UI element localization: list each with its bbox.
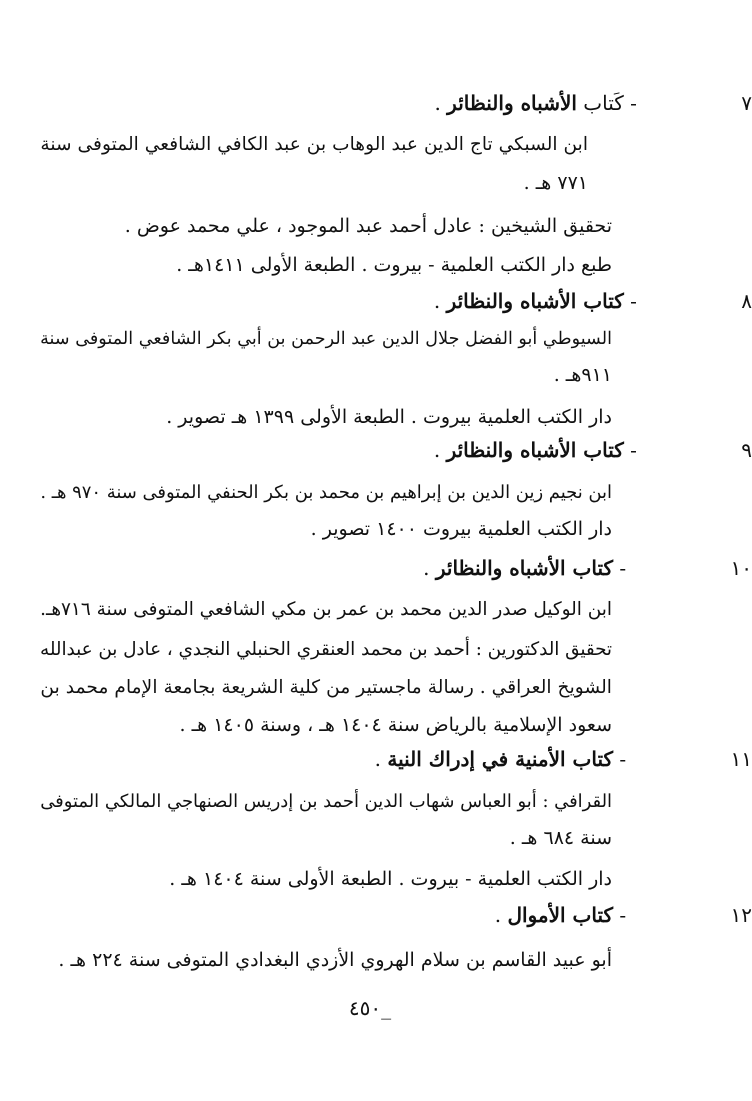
author-line-cont: سنة ٦٨٤ هـ . (509, 827, 612, 849)
author-line-cont: ٩١١هـ . (553, 364, 612, 386)
edition-line: تحقيق الشيخين : عادل أحمد عبد الموجود ، علي محمد عوض . (124, 215, 612, 237)
publisher-line: طبع دار الكتب العلمية - بيروت . الطبعة الأولى ١٤١١هـ . (176, 254, 612, 276)
author-line: أبو عبيد القاسم بن سلام الهروي الأزدي البغدادي المتوفى سنة ٢٢٤ هـ . (58, 949, 612, 971)
entry-number: ٩ - (623, 438, 752, 462)
author-line: السيوطي أبو الفضل جلال الدين عبد الرحمن بن أبي بكر الشافعي المتوفى سنة (40, 329, 612, 349)
entry-number: ٨ - (623, 289, 752, 313)
entry-title-text: كتاب الأشباه والنظائر (446, 438, 624, 462)
entry-title-text: كتاب الأموال (507, 903, 614, 927)
entry-number: ١٢ - (613, 903, 752, 927)
entry-title-text: كتاب الأمنية في إدراك النية (387, 747, 614, 771)
entry-title: ٩ - كتاب الأشباه والنظائر . (433, 438, 752, 462)
publisher-line: دار الكتب العلمية - بيروت . الطبعة الأولى سنة ١٤٠٤ هـ . (169, 868, 612, 890)
entry-number: ١١ - (613, 747, 752, 771)
entry-number: ٧ - (623, 91, 752, 115)
publisher-line: دار الكتب العلمية بيروت . الطبعة الأولى ١٣٩٩ هـ تصوير . (166, 406, 612, 428)
author-line: ابن الوكيل صدر الدين محمد بن عمر بن مكي الشافعي المتوفى سنة ٧١٦هـ. (40, 599, 612, 620)
edition-line-cont: سعود الإسلامية بالرياض سنة ١٤٠٤ هـ ، وسنة ١٤٠٥ هـ . (179, 714, 612, 736)
entry-title-text: الأشباه والنظائر (447, 91, 577, 115)
edition-line: تحقيق الدكتورين : أحمد بن محمد العنقري الحنبلي النجدي ، عادل بن عبدالله (40, 639, 612, 660)
author-line: القرافي : أبو العباس شهاب الدين أحمد بن إدريس الصنهاجي المالكي المتوفى (40, 791, 612, 812)
entry-number: ١٠ - (613, 556, 752, 580)
author-line: ابن نجيم زين الدين بن إبراهيم بن محمد بن بكر الحنفي المتوفى سنة ٩٧٠ هـ . (40, 482, 612, 503)
author-line: ابن السبكي تاج الدين عبد الوهاب بن عبد الكافي الشافعي المتوفى سنة (40, 134, 588, 155)
entry-title: ١١ - كتاب الأمنية في إدراك النية . (374, 747, 752, 771)
page-number: _٤٥٠ (348, 996, 392, 1020)
entry-title: ١٢ - كتاب الأموال . (494, 903, 752, 927)
entry-title: ٧ - كَتاب الأشباه والنظائر . (434, 91, 752, 115)
publisher-line: دار الكتب العلمية بيروت ١٤٠٠ تصوير . (310, 518, 612, 540)
entry-title: ٨ - كتاب الأشباه والنظائر . (433, 289, 752, 313)
entry-title: ١٠ - كتاب الأشباه والنظائر . (423, 556, 752, 580)
entry-title-text: كتاب الأشباه والنظائر (446, 289, 624, 313)
entry-title-text: كتاب الأشباه والنظائر (435, 556, 614, 580)
edition-line-cont: الشويخ العراقي . رسالة ماجستير من كلية الشريعة بجامعة الإمام محمد بن (40, 677, 612, 698)
author-line-cont: ٧٧١ هـ . (523, 172, 588, 194)
